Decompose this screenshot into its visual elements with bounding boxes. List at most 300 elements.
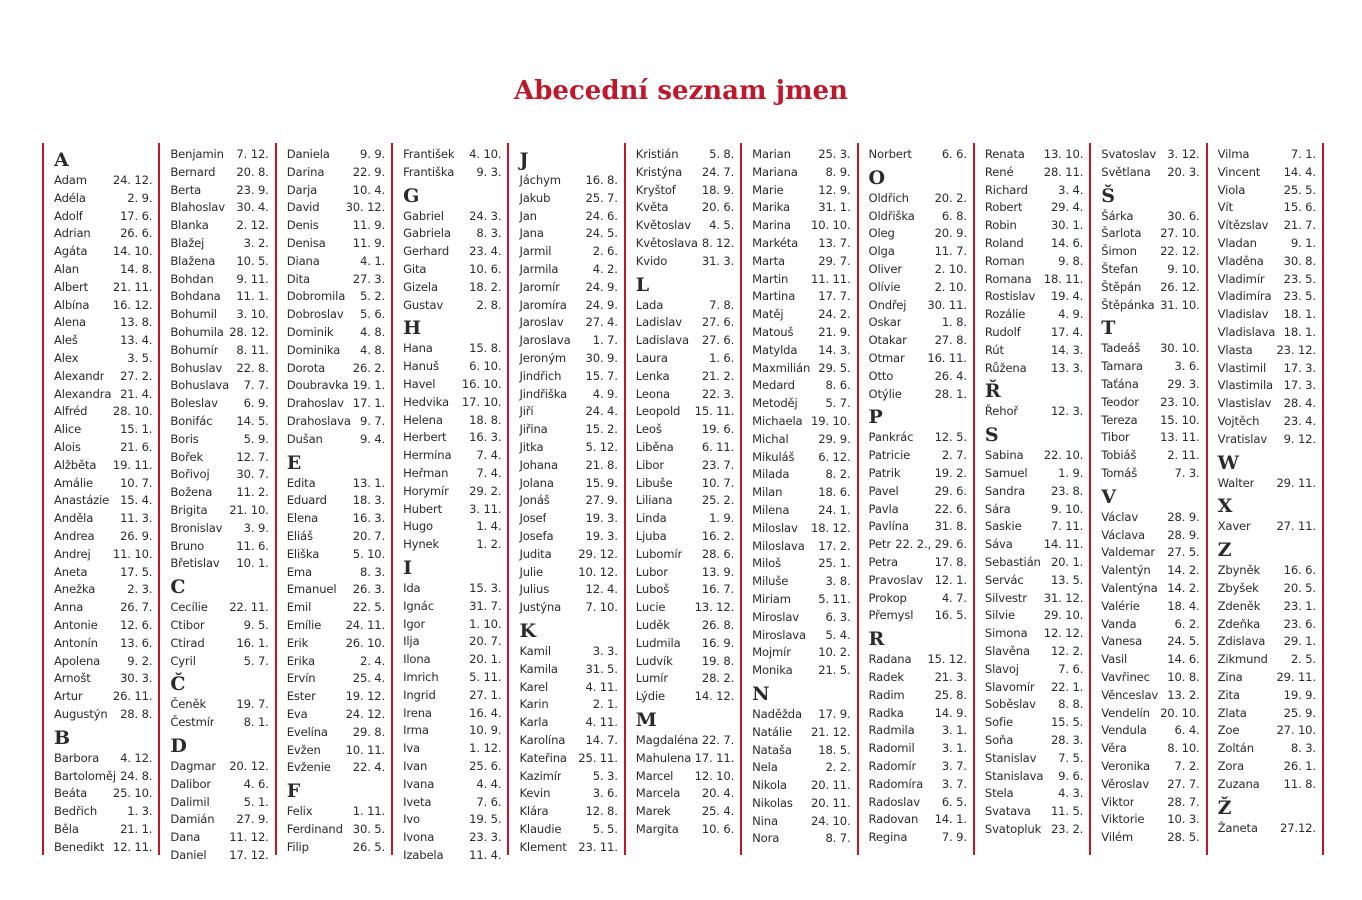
name-column bbox=[393, 143, 509, 862]
name-entry bbox=[1218, 633, 1316, 651]
name-entry bbox=[1101, 412, 1199, 430]
entry-date: 14. 7. bbox=[585, 732, 618, 747]
entry-name: Edita bbox=[286, 475, 316, 490]
name-entry bbox=[403, 536, 501, 554]
entry-name: Dobroslav bbox=[286, 307, 344, 322]
entry-name: Zuzana bbox=[1217, 776, 1260, 791]
entry-name: Benedikt bbox=[54, 839, 105, 854]
entry-date: 28. 4. bbox=[1283, 396, 1316, 411]
entry-date: 8. 10. bbox=[1167, 741, 1200, 756]
entry-date: 24. 3. bbox=[469, 208, 502, 223]
entry-name: Sáva bbox=[984, 537, 1013, 552]
letter-heading: K bbox=[519, 619, 536, 642]
entry-name: Vilém bbox=[1101, 830, 1134, 845]
entry-date: 22. 11. bbox=[229, 600, 269, 615]
entry-date: 13. 3. bbox=[1050, 360, 1084, 375]
entry-name: Matouš bbox=[752, 324, 794, 339]
entry-name: Simona bbox=[984, 626, 1028, 641]
name-entry bbox=[1101, 164, 1199, 182]
entry-name: Zina bbox=[1217, 669, 1243, 684]
name-entry bbox=[519, 225, 617, 243]
name-entry bbox=[985, 288, 1083, 306]
entry-name: Berta bbox=[170, 182, 202, 197]
entry-date: 25. 6. bbox=[469, 758, 502, 773]
entry-date: 10. 5. bbox=[236, 253, 269, 268]
entry-name: Radomír bbox=[868, 758, 917, 773]
entry-date: 20. 12. bbox=[229, 758, 269, 773]
name-entry bbox=[287, 706, 385, 724]
entry-date: 1. 10. bbox=[469, 616, 502, 631]
entry-date: 30. 10. bbox=[1160, 341, 1200, 356]
entry-date: 19. 9. bbox=[1283, 687, 1316, 702]
entry-date: 23. 6. bbox=[1283, 616, 1316, 631]
entry-name: Daniela bbox=[286, 147, 330, 161]
entry-name: Drahoslav bbox=[286, 396, 344, 411]
entry-name: Břetislav bbox=[170, 556, 220, 571]
entry-date: 12. 1. bbox=[934, 572, 967, 587]
entry-name: Božena bbox=[170, 485, 213, 500]
entry-date: 3. 7. bbox=[941, 776, 967, 791]
entry-name: Prokop bbox=[868, 590, 907, 605]
entry-name: Stanislava bbox=[984, 768, 1044, 783]
name-entry bbox=[170, 794, 268, 812]
entry-name: Blažena bbox=[170, 253, 216, 268]
name-entry bbox=[985, 360, 1083, 378]
entry-date: 28. 9. bbox=[1167, 527, 1200, 542]
entry-name: Františka bbox=[403, 164, 455, 179]
entry-name: Romana bbox=[984, 271, 1032, 286]
entry-name: Denisa bbox=[286, 235, 326, 250]
name-entry bbox=[403, 340, 501, 358]
letter-heading: L bbox=[635, 273, 650, 296]
entry-name: Zdislava bbox=[1217, 634, 1266, 649]
name-entry bbox=[54, 688, 152, 706]
entry-date: 22. 6. bbox=[934, 501, 967, 516]
entry-date: 9. 5. bbox=[243, 617, 269, 632]
entry-name: František bbox=[403, 147, 455, 161]
name-entry bbox=[287, 581, 385, 599]
entry-name: Růžena bbox=[984, 360, 1027, 375]
entry-date: 23. 11. bbox=[578, 839, 618, 854]
entry-date: 5. 11. bbox=[818, 591, 851, 606]
entry-date: 16. 11. bbox=[927, 350, 967, 365]
name-entry bbox=[636, 492, 734, 510]
name-entry bbox=[403, 225, 501, 243]
entry-name: Andrej bbox=[54, 546, 91, 561]
entry-name: Taťána bbox=[1101, 376, 1139, 391]
entry-date: 5. 7. bbox=[243, 653, 269, 668]
entry-name: Nora bbox=[752, 831, 780, 846]
entry-date: 3. 6. bbox=[1174, 359, 1200, 374]
entry-name: Zita bbox=[1217, 687, 1240, 702]
name-entry bbox=[869, 243, 967, 261]
entry-date: 24. 4. bbox=[585, 404, 618, 419]
entry-name: Řehoř bbox=[984, 404, 1019, 419]
entry-name: Gabriela bbox=[403, 226, 451, 241]
entry-name: Kateřina bbox=[519, 750, 567, 765]
entry-name: Blažej bbox=[170, 235, 205, 250]
entry-date: 26. 9. bbox=[120, 528, 153, 543]
name-entry bbox=[1218, 413, 1316, 431]
entry-date: 11. 11. bbox=[811, 271, 851, 286]
name-entry bbox=[752, 199, 850, 217]
name-entry bbox=[519, 279, 617, 297]
entry-date: 5. 2. bbox=[360, 289, 386, 304]
entry-name: Vasil bbox=[1101, 652, 1128, 667]
entry-date: 27. 2. bbox=[120, 368, 153, 383]
entry-date: 22. 7. bbox=[701, 732, 735, 747]
entry-name: Darja bbox=[286, 182, 318, 197]
entry-date: 15. 8. bbox=[469, 341, 502, 356]
entry-date: 5. 11. bbox=[469, 669, 502, 684]
entry-date: 27. 6. bbox=[701, 333, 735, 348]
entry-date: 28. 11. bbox=[1043, 164, 1084, 179]
entry-name: Milan bbox=[752, 485, 783, 500]
name-entry bbox=[1101, 340, 1199, 358]
name-entry bbox=[636, 635, 734, 653]
name-entry bbox=[170, 413, 268, 431]
entry-name: Marcel bbox=[635, 768, 674, 783]
name-entry bbox=[752, 466, 850, 484]
name-entry bbox=[54, 350, 152, 368]
entry-date: 15. 12. bbox=[927, 652, 967, 667]
entry-name: Jaroslav bbox=[519, 315, 564, 330]
name-entry bbox=[403, 740, 501, 758]
name-entry bbox=[1101, 669, 1199, 687]
entry-date: 21. 4. bbox=[120, 386, 153, 401]
name-entry bbox=[752, 724, 850, 742]
name-entry bbox=[869, 447, 967, 465]
name-entry bbox=[1101, 297, 1199, 315]
entry-date: 21. 1. bbox=[120, 821, 153, 836]
letter-heading: Ř bbox=[984, 380, 1001, 403]
entry-date: 16. 7. bbox=[701, 582, 735, 597]
name-entry bbox=[403, 811, 501, 829]
entry-name: Martin bbox=[752, 271, 789, 286]
entry-name: Čestmír bbox=[170, 715, 215, 730]
name-entry bbox=[519, 661, 617, 679]
entry-date: 4. 1. bbox=[360, 253, 386, 268]
letter-heading: O bbox=[868, 166, 886, 189]
letter-heading: A bbox=[54, 149, 69, 171]
entry-name: Saskie bbox=[984, 519, 1022, 534]
entry-date: 17. 6. bbox=[120, 208, 153, 223]
name-entry bbox=[170, 342, 268, 360]
name-entry bbox=[1101, 279, 1199, 297]
letter-heading: W bbox=[1217, 451, 1239, 474]
name-entry bbox=[54, 617, 152, 635]
name-entry bbox=[170, 360, 268, 378]
name-entry bbox=[519, 261, 617, 279]
name-entry bbox=[752, 591, 850, 609]
entry-name: Radka bbox=[868, 705, 904, 720]
entry-name: Jindřich bbox=[519, 368, 562, 383]
name-entry bbox=[519, 750, 617, 768]
entry-date: 2. 10. bbox=[934, 279, 967, 294]
name-entry bbox=[287, 546, 385, 564]
name-entry bbox=[869, 722, 967, 740]
entry-date: 17. 4. bbox=[1050, 324, 1084, 339]
entry-date: 1. 6. bbox=[709, 350, 735, 365]
entry-date: 24. 7. bbox=[701, 164, 735, 179]
name-entry bbox=[54, 653, 152, 671]
entry-date: 7. 9. bbox=[941, 830, 967, 845]
entry-date: 14. 9. bbox=[934, 705, 967, 720]
name-entry bbox=[519, 839, 617, 857]
entry-name: Bonifác bbox=[170, 413, 213, 428]
name-entry bbox=[403, 483, 501, 501]
entry-name: Světlana bbox=[1101, 164, 1151, 179]
entry-date: 31. 8. bbox=[934, 519, 967, 534]
name-entry bbox=[1101, 544, 1199, 562]
entry-name: Čeněk bbox=[170, 697, 207, 712]
entry-name: Boleslav bbox=[170, 396, 218, 411]
entry-date: 18. 6. bbox=[818, 485, 851, 500]
entry-date: 18. 2. bbox=[469, 279, 502, 294]
entry-name: Anna bbox=[54, 600, 84, 615]
entry-name: Alice bbox=[54, 422, 82, 437]
name-entry bbox=[752, 413, 850, 431]
name-entry bbox=[869, 386, 967, 404]
entry-date: 25. 7. bbox=[585, 190, 618, 205]
name-entry bbox=[54, 261, 152, 279]
entry-name: Vladimír bbox=[1217, 271, 1265, 286]
name-entry bbox=[1101, 580, 1199, 598]
entry-name: Antonie bbox=[54, 617, 98, 632]
entry-name: Patricie bbox=[868, 448, 911, 463]
entry-date: 19. 5. bbox=[469, 812, 502, 827]
entry-name: Ignác bbox=[403, 598, 434, 613]
entry-name: Mariana bbox=[752, 164, 798, 179]
entry-name: Liběna bbox=[635, 439, 674, 454]
name-entry bbox=[869, 208, 967, 226]
entry-date: 18. 1. bbox=[1283, 324, 1316, 339]
entry-date: 11. 5. bbox=[1050, 804, 1084, 819]
entry-date: 23. 10. bbox=[1160, 394, 1200, 409]
entry-date: 22. 4. bbox=[352, 760, 386, 775]
entry-date: 18. 9. bbox=[701, 182, 735, 197]
name-entry bbox=[170, 253, 268, 271]
entry-date: 14. 4. bbox=[1283, 164, 1316, 179]
entry-name: Přemysl bbox=[868, 608, 914, 623]
entry-date: 4. 10. bbox=[469, 147, 502, 161]
entry-name: Miloš bbox=[752, 556, 781, 571]
entry-name: Apolena bbox=[54, 653, 101, 668]
entry-name: Mojmír bbox=[752, 645, 791, 660]
entry-name: Jitka bbox=[519, 439, 544, 454]
entry-name: Gita bbox=[403, 261, 427, 276]
entry-date: 15. 3. bbox=[469, 580, 502, 595]
entry-date: 6. 8. bbox=[941, 208, 967, 223]
name-entry bbox=[752, 431, 850, 449]
entry-date: 12. 6. bbox=[120, 617, 153, 632]
entry-date: 2. 5. bbox=[1290, 652, 1316, 667]
entry-date: 20. 7. bbox=[469, 634, 502, 649]
name-entry bbox=[869, 590, 967, 608]
name-entry bbox=[287, 724, 385, 742]
entry-name: Beáta bbox=[54, 786, 88, 801]
entry-date: 18. 11. bbox=[1043, 271, 1084, 286]
entry-name: Věroslav bbox=[1101, 776, 1150, 791]
name-entry bbox=[1218, 395, 1316, 413]
entry-name: Jaromíra bbox=[519, 297, 567, 312]
entry-date: 17. 9. bbox=[818, 706, 851, 721]
name-entry bbox=[985, 679, 1083, 697]
entry-date: 15. 7. bbox=[585, 368, 618, 383]
entry-date: 10. 2. bbox=[818, 645, 851, 660]
entry-name: Pavlína bbox=[868, 519, 909, 534]
entry-date: 4. 4. bbox=[476, 776, 502, 791]
name-entry bbox=[170, 811, 268, 829]
entry-date: 16. 10. bbox=[461, 376, 502, 391]
entry-date: 27. 11. bbox=[1276, 519, 1316, 534]
name-entry bbox=[170, 182, 268, 200]
name-entry bbox=[636, 546, 734, 564]
entry-date: 7. 1. bbox=[1290, 147, 1316, 161]
entry-name: Květa bbox=[635, 200, 669, 215]
entry-date: 31. 7. bbox=[469, 598, 502, 613]
entry-date: 20. 5. bbox=[1283, 580, 1316, 595]
entry-name: Veronika bbox=[1101, 758, 1150, 773]
name-entry bbox=[985, 342, 1083, 360]
name-entry bbox=[636, 581, 734, 599]
name-entry bbox=[287, 821, 385, 839]
entry-name: Roland bbox=[984, 235, 1024, 250]
entry-date: 1. 7. bbox=[592, 333, 618, 348]
entry-date: 12. 4. bbox=[585, 582, 618, 597]
entry-name: Hubert bbox=[403, 501, 443, 516]
name-entry bbox=[985, 590, 1083, 608]
entry-name: Zdeňka bbox=[1217, 616, 1261, 631]
entry-name: Anděla bbox=[54, 511, 94, 526]
entry-name: Alfréd bbox=[54, 404, 88, 419]
entry-name: Jana bbox=[519, 226, 544, 241]
letter-heading: J bbox=[519, 149, 529, 171]
entry-name: Heřman bbox=[403, 465, 449, 480]
name-entry bbox=[519, 599, 617, 617]
entry-date: 26. 10. bbox=[345, 635, 386, 650]
entry-name: Gustav bbox=[403, 297, 444, 312]
entry-name: Johana bbox=[519, 457, 558, 472]
entry-name: Soňa bbox=[984, 732, 1014, 747]
entry-name: Eva bbox=[286, 706, 308, 721]
name-entry bbox=[54, 190, 152, 208]
entry-date: 15. 10. bbox=[1160, 412, 1200, 427]
entry-name: Slavěna bbox=[984, 643, 1030, 658]
name-entry bbox=[636, 297, 734, 315]
entry-date: 27. 7. bbox=[1167, 776, 1200, 791]
entry-date: 17. 2. bbox=[818, 538, 851, 553]
entry-name: Leopold bbox=[635, 404, 681, 419]
name-entry bbox=[403, 633, 501, 651]
entry-date: 28. 9. bbox=[1167, 509, 1200, 524]
letter-heading: V bbox=[1101, 485, 1116, 508]
entry-name: Radomil bbox=[868, 741, 915, 756]
entry-date: 12. 7. bbox=[236, 449, 269, 464]
name-entry bbox=[1101, 447, 1199, 465]
name-entry bbox=[287, 288, 385, 306]
entry-name: Bohuslava bbox=[170, 378, 230, 393]
name-entry bbox=[1218, 164, 1316, 182]
entry-name: Mikuláš bbox=[752, 449, 795, 464]
entry-date: 27. 1. bbox=[469, 687, 502, 702]
page-title: Abecední seznam jmen bbox=[514, 76, 848, 106]
name-entry bbox=[519, 821, 617, 839]
entry-name: Renata bbox=[984, 147, 1025, 161]
entry-date: 19. 3. bbox=[585, 528, 618, 543]
entry-name: Teodor bbox=[1101, 394, 1139, 409]
name-entry bbox=[170, 466, 268, 484]
entry-date: 25. 1. bbox=[818, 556, 851, 571]
entry-date: 2. 1. bbox=[592, 697, 618, 712]
name-entry bbox=[752, 146, 850, 164]
entry-name: Walter bbox=[1217, 475, 1255, 490]
entry-date: 29. 10. bbox=[1043, 608, 1084, 623]
entry-name: Ivo bbox=[403, 812, 421, 827]
name-entry bbox=[752, 449, 850, 467]
entry-name: Sofie bbox=[984, 715, 1014, 730]
name-entry bbox=[869, 332, 967, 350]
entry-name: Radmila bbox=[868, 723, 915, 738]
name-entry bbox=[54, 670, 152, 688]
entry-date: 11. 8. bbox=[1283, 776, 1316, 791]
name-entry bbox=[1218, 722, 1316, 740]
name-entry bbox=[985, 785, 1083, 803]
entry-date: 4. 7. bbox=[941, 590, 967, 605]
entry-name: Štěpánka bbox=[1101, 297, 1155, 312]
name-entry bbox=[985, 696, 1083, 714]
entry-name: Bohumil bbox=[170, 307, 217, 322]
name-entry bbox=[869, 501, 967, 519]
entry-name: Andrea bbox=[54, 528, 95, 543]
name-entry bbox=[287, 253, 385, 271]
name-entry bbox=[170, 306, 268, 324]
name-entry bbox=[519, 510, 617, 528]
entry-date: 21. 9. bbox=[818, 324, 851, 339]
name-entry bbox=[636, 332, 734, 350]
name-entry bbox=[287, 803, 385, 821]
entry-name: David bbox=[286, 200, 320, 215]
entry-name: Vendelín bbox=[1101, 705, 1150, 720]
entry-date: 14. 5. bbox=[236, 413, 269, 428]
entry-name: Miroslav bbox=[752, 609, 800, 624]
entry-name: Lucie bbox=[635, 600, 666, 615]
entry-name: Evženie bbox=[286, 760, 331, 775]
entry-date: 3. 2. bbox=[243, 235, 269, 250]
entry-date: 25. 10. bbox=[112, 786, 153, 801]
name-entry bbox=[403, 669, 501, 687]
entry-date: 6. 11. bbox=[701, 439, 735, 454]
entry-date: 24. 5. bbox=[1167, 634, 1200, 649]
name-entry bbox=[403, 829, 501, 847]
name-entry bbox=[1101, 243, 1199, 261]
entry-name: Ivona bbox=[403, 830, 435, 845]
entry-name: Damián bbox=[170, 812, 215, 827]
name-entry bbox=[636, 386, 734, 404]
name-entry bbox=[54, 457, 152, 475]
name-column bbox=[626, 143, 742, 855]
name-entry bbox=[1218, 669, 1316, 687]
entry-date: 26. 2. bbox=[352, 360, 386, 375]
entry-name: Marina bbox=[752, 218, 791, 233]
entry-date: 30. 7. bbox=[236, 467, 269, 482]
entry-name: Milena bbox=[752, 502, 790, 517]
entry-date: 5. 5. bbox=[592, 821, 618, 836]
name-entry bbox=[1218, 598, 1316, 616]
entry-date: 20. 6. bbox=[701, 200, 735, 215]
entry-date: 6. 2. bbox=[1174, 616, 1200, 631]
name-entry bbox=[170, 829, 268, 847]
